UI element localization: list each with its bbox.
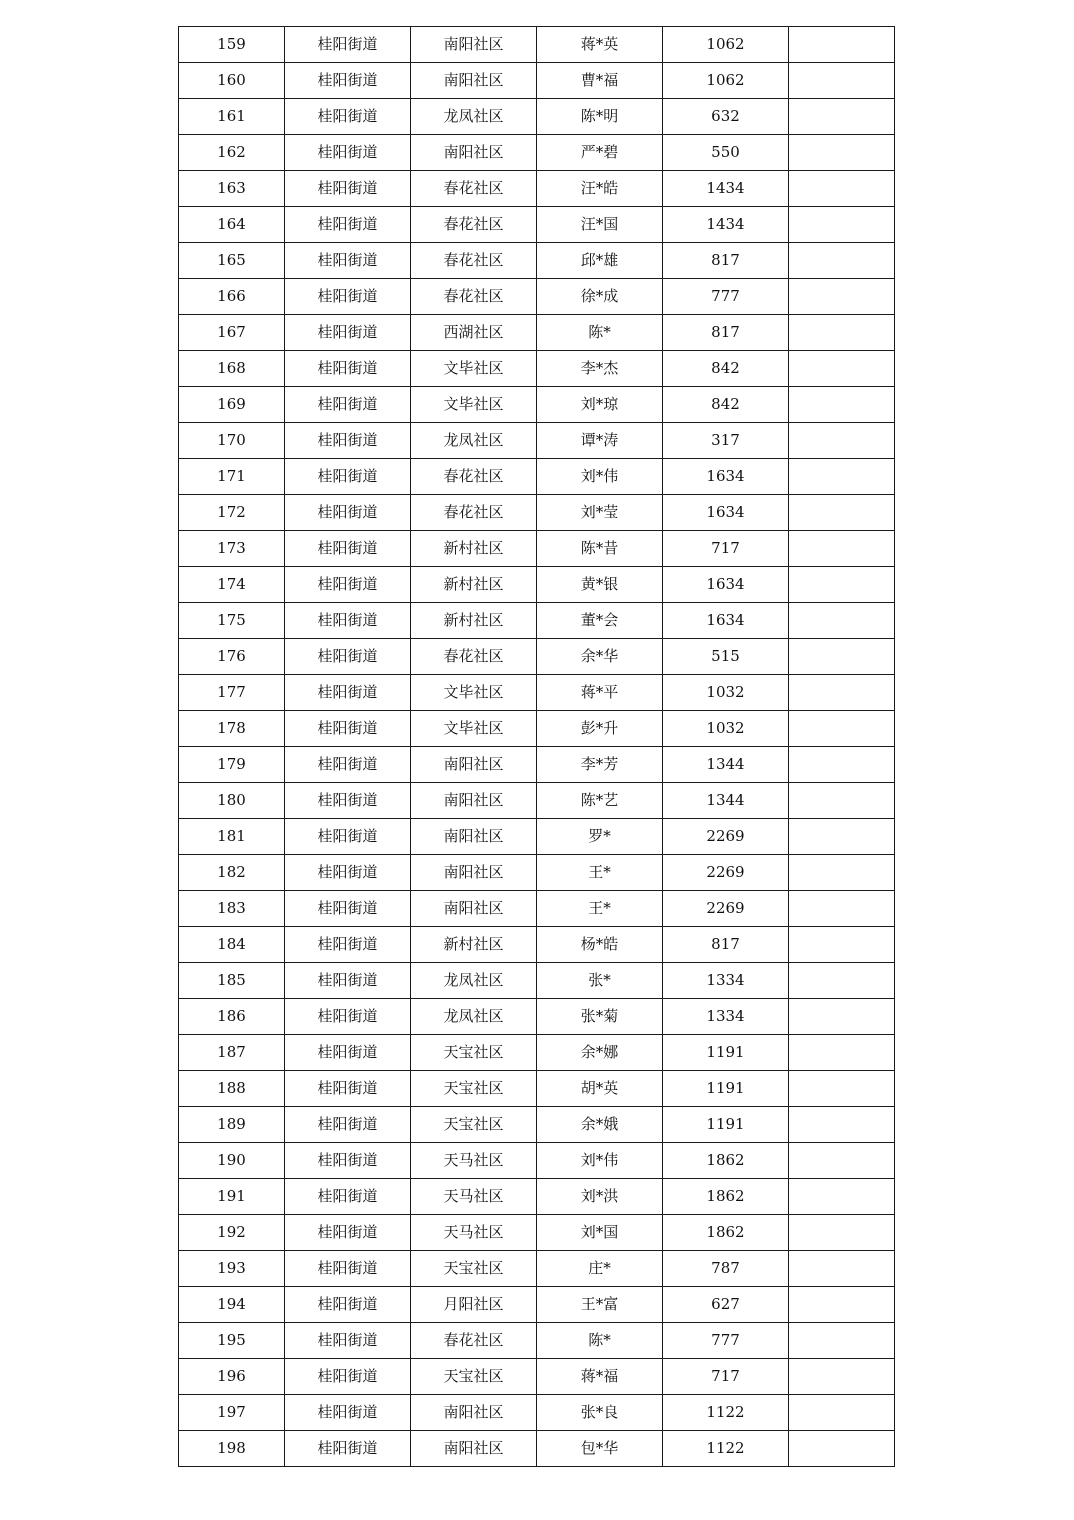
community-cell: 天宝社区 xyxy=(411,1071,537,1107)
community-cell: 龙凤社区 xyxy=(411,963,537,999)
street-cell: 桂阳街道 xyxy=(285,567,411,603)
street-cell: 桂阳街道 xyxy=(285,999,411,1035)
amount-cell: 1191 xyxy=(663,1071,789,1107)
amount-cell: 1334 xyxy=(663,963,789,999)
note-cell xyxy=(789,315,895,351)
name-cell: 李*杰 xyxy=(537,351,663,387)
table-row xyxy=(179,1107,895,1143)
name-cell: 张* xyxy=(537,963,663,999)
table-row xyxy=(179,99,895,135)
amount-cell: 717 xyxy=(663,531,789,567)
street-cell: 桂阳街道 xyxy=(285,423,411,459)
table-row xyxy=(179,567,895,603)
note-cell xyxy=(789,1395,895,1431)
community-cell: 龙凤社区 xyxy=(411,99,537,135)
note-cell xyxy=(789,243,895,279)
street-cell: 桂阳街道 xyxy=(285,387,411,423)
table-row xyxy=(179,1215,895,1251)
document-table-container xyxy=(178,26,895,1467)
table-row xyxy=(179,27,895,63)
row-number-cell: 181 xyxy=(179,819,285,855)
community-cell: 南阳社区 xyxy=(411,1431,537,1467)
street-cell: 桂阳街道 xyxy=(285,1035,411,1071)
street-cell: 桂阳街道 xyxy=(285,1431,411,1467)
community-cell: 新村社区 xyxy=(411,927,537,963)
note-cell xyxy=(789,711,895,747)
table-row xyxy=(179,1071,895,1107)
note-cell xyxy=(789,99,895,135)
amount-cell: 777 xyxy=(663,279,789,315)
community-cell: 天马社区 xyxy=(411,1179,537,1215)
community-cell: 文毕社区 xyxy=(411,711,537,747)
note-cell xyxy=(789,639,895,675)
amount-cell: 2269 xyxy=(663,819,789,855)
row-number-cell: 174 xyxy=(179,567,285,603)
amount-cell: 1634 xyxy=(663,567,789,603)
amount-cell: 1634 xyxy=(663,459,789,495)
table-row xyxy=(179,207,895,243)
row-number-cell: 192 xyxy=(179,1215,285,1251)
amount-cell: 515 xyxy=(663,639,789,675)
community-cell: 春花社区 xyxy=(411,1323,537,1359)
name-cell: 刘*莹 xyxy=(537,495,663,531)
community-cell: 文毕社区 xyxy=(411,351,537,387)
table-row xyxy=(179,639,895,675)
note-cell xyxy=(789,1143,895,1179)
amount-cell: 1634 xyxy=(663,495,789,531)
row-number-cell: 196 xyxy=(179,1359,285,1395)
street-cell: 桂阳街道 xyxy=(285,603,411,639)
row-number-cell: 180 xyxy=(179,783,285,819)
table-row xyxy=(179,603,895,639)
community-cell: 天马社区 xyxy=(411,1143,537,1179)
table-row xyxy=(179,135,895,171)
table-row xyxy=(179,711,895,747)
row-number-cell: 193 xyxy=(179,1251,285,1287)
amount-cell: 817 xyxy=(663,315,789,351)
table-row xyxy=(179,1359,895,1395)
table-row xyxy=(179,279,895,315)
name-cell: 刘*洪 xyxy=(537,1179,663,1215)
name-cell: 严*碧 xyxy=(537,135,663,171)
table-row xyxy=(179,891,895,927)
amount-cell: 1032 xyxy=(663,675,789,711)
amount-cell: 717 xyxy=(663,1359,789,1395)
street-cell: 桂阳街道 xyxy=(285,855,411,891)
street-cell: 桂阳街道 xyxy=(285,819,411,855)
street-cell: 桂阳街道 xyxy=(285,315,411,351)
note-cell xyxy=(789,423,895,459)
name-cell: 黄*银 xyxy=(537,567,663,603)
row-number-cell: 178 xyxy=(179,711,285,747)
note-cell xyxy=(789,819,895,855)
street-cell: 桂阳街道 xyxy=(285,783,411,819)
subsidy-list-table xyxy=(178,26,895,1467)
street-cell: 桂阳街道 xyxy=(285,531,411,567)
table-row xyxy=(179,675,895,711)
community-cell: 南阳社区 xyxy=(411,783,537,819)
row-number-cell: 166 xyxy=(179,279,285,315)
name-cell: 邱*雄 xyxy=(537,243,663,279)
row-number-cell: 161 xyxy=(179,99,285,135)
amount-cell: 627 xyxy=(663,1287,789,1323)
community-cell: 天宝社区 xyxy=(411,1359,537,1395)
table-row xyxy=(179,315,895,351)
name-cell: 董*会 xyxy=(537,603,663,639)
amount-cell: 632 xyxy=(663,99,789,135)
name-cell: 余*华 xyxy=(537,639,663,675)
street-cell: 桂阳街道 xyxy=(285,1251,411,1287)
name-cell: 谭*涛 xyxy=(537,423,663,459)
name-cell: 蒋*福 xyxy=(537,1359,663,1395)
table-row xyxy=(179,1287,895,1323)
name-cell: 王* xyxy=(537,891,663,927)
street-cell: 桂阳街道 xyxy=(285,1323,411,1359)
table-row xyxy=(179,1431,895,1467)
name-cell: 刘*伟 xyxy=(537,1143,663,1179)
community-cell: 春花社区 xyxy=(411,171,537,207)
row-number-cell: 179 xyxy=(179,747,285,783)
table-row xyxy=(179,423,895,459)
street-cell: 桂阳街道 xyxy=(285,711,411,747)
note-cell xyxy=(789,27,895,63)
name-cell: 刘*琼 xyxy=(537,387,663,423)
note-cell xyxy=(789,387,895,423)
street-cell: 桂阳街道 xyxy=(285,27,411,63)
row-number-cell: 187 xyxy=(179,1035,285,1071)
amount-cell: 1434 xyxy=(663,207,789,243)
community-cell: 天马社区 xyxy=(411,1215,537,1251)
row-number-cell: 168 xyxy=(179,351,285,387)
row-number-cell: 162 xyxy=(179,135,285,171)
note-cell xyxy=(789,1359,895,1395)
name-cell: 刘*国 xyxy=(537,1215,663,1251)
amount-cell: 1862 xyxy=(663,1143,789,1179)
row-number-cell: 160 xyxy=(179,63,285,99)
street-cell: 桂阳街道 xyxy=(285,1179,411,1215)
row-number-cell: 172 xyxy=(179,495,285,531)
name-cell: 王*富 xyxy=(537,1287,663,1323)
note-cell xyxy=(789,1287,895,1323)
street-cell: 桂阳街道 xyxy=(285,1359,411,1395)
table-row xyxy=(179,1143,895,1179)
note-cell xyxy=(789,747,895,783)
community-cell: 南阳社区 xyxy=(411,747,537,783)
row-number-cell: 195 xyxy=(179,1323,285,1359)
name-cell: 徐*成 xyxy=(537,279,663,315)
amount-cell: 817 xyxy=(663,243,789,279)
row-number-cell: 184 xyxy=(179,927,285,963)
amount-cell: 1344 xyxy=(663,783,789,819)
row-number-cell: 197 xyxy=(179,1395,285,1431)
note-cell xyxy=(789,891,895,927)
amount-cell: 787 xyxy=(663,1251,789,1287)
street-cell: 桂阳街道 xyxy=(285,1395,411,1431)
street-cell: 桂阳街道 xyxy=(285,171,411,207)
row-number-cell: 163 xyxy=(179,171,285,207)
amount-cell: 317 xyxy=(663,423,789,459)
note-cell xyxy=(789,1215,895,1251)
table-row xyxy=(179,999,895,1035)
row-number-cell: 182 xyxy=(179,855,285,891)
row-number-cell: 176 xyxy=(179,639,285,675)
amount-cell: 1032 xyxy=(663,711,789,747)
row-number-cell: 171 xyxy=(179,459,285,495)
amount-cell: 777 xyxy=(663,1323,789,1359)
table-row xyxy=(179,495,895,531)
note-cell xyxy=(789,1431,895,1467)
street-cell: 桂阳街道 xyxy=(285,1215,411,1251)
community-cell: 天宝社区 xyxy=(411,1107,537,1143)
table-row xyxy=(179,531,895,567)
name-cell: 庄* xyxy=(537,1251,663,1287)
amount-cell: 842 xyxy=(663,351,789,387)
community-cell: 春花社区 xyxy=(411,243,537,279)
name-cell: 陈*昔 xyxy=(537,531,663,567)
amount-cell: 1344 xyxy=(663,747,789,783)
note-cell xyxy=(789,927,895,963)
row-number-cell: 173 xyxy=(179,531,285,567)
name-cell: 包*华 xyxy=(537,1431,663,1467)
community-cell: 南阳社区 xyxy=(411,819,537,855)
community-cell: 南阳社区 xyxy=(411,855,537,891)
name-cell: 罗* xyxy=(537,819,663,855)
note-cell xyxy=(789,783,895,819)
street-cell: 桂阳街道 xyxy=(285,891,411,927)
note-cell xyxy=(789,1323,895,1359)
street-cell: 桂阳街道 xyxy=(285,675,411,711)
amount-cell: 1122 xyxy=(663,1395,789,1431)
amount-cell: 1122 xyxy=(663,1431,789,1467)
row-number-cell: 170 xyxy=(179,423,285,459)
name-cell: 汪*国 xyxy=(537,207,663,243)
row-number-cell: 175 xyxy=(179,603,285,639)
street-cell: 桂阳街道 xyxy=(285,1071,411,1107)
community-cell: 文毕社区 xyxy=(411,387,537,423)
row-number-cell: 188 xyxy=(179,1071,285,1107)
table-row xyxy=(179,387,895,423)
community-cell: 春花社区 xyxy=(411,459,537,495)
note-cell xyxy=(789,603,895,639)
name-cell: 余*娥 xyxy=(537,1107,663,1143)
street-cell: 桂阳街道 xyxy=(285,63,411,99)
community-cell: 春花社区 xyxy=(411,639,537,675)
row-number-cell: 189 xyxy=(179,1107,285,1143)
street-cell: 桂阳街道 xyxy=(285,639,411,675)
street-cell: 桂阳街道 xyxy=(285,207,411,243)
note-cell xyxy=(789,1107,895,1143)
table-row xyxy=(179,171,895,207)
amount-cell: 1862 xyxy=(663,1215,789,1251)
street-cell: 桂阳街道 xyxy=(285,135,411,171)
amount-cell: 550 xyxy=(663,135,789,171)
amount-cell: 1334 xyxy=(663,999,789,1035)
table-body xyxy=(179,27,895,1467)
note-cell xyxy=(789,495,895,531)
table-row xyxy=(179,1395,895,1431)
name-cell: 余*娜 xyxy=(537,1035,663,1071)
table-row xyxy=(179,1179,895,1215)
note-cell xyxy=(789,1179,895,1215)
amount-cell: 1191 xyxy=(663,1107,789,1143)
name-cell: 陈* xyxy=(537,315,663,351)
street-cell: 桂阳街道 xyxy=(285,495,411,531)
community-cell: 南阳社区 xyxy=(411,63,537,99)
note-cell xyxy=(789,531,895,567)
row-number-cell: 191 xyxy=(179,1179,285,1215)
table-row xyxy=(179,63,895,99)
amount-cell: 1634 xyxy=(663,603,789,639)
note-cell xyxy=(789,207,895,243)
note-cell xyxy=(789,171,895,207)
row-number-cell: 194 xyxy=(179,1287,285,1323)
table-row xyxy=(179,1323,895,1359)
table-row xyxy=(179,747,895,783)
note-cell xyxy=(789,63,895,99)
street-cell: 桂阳街道 xyxy=(285,459,411,495)
note-cell xyxy=(789,999,895,1035)
row-number-cell: 190 xyxy=(179,1143,285,1179)
community-cell: 春花社区 xyxy=(411,495,537,531)
name-cell: 汪*皓 xyxy=(537,171,663,207)
name-cell: 刘*伟 xyxy=(537,459,663,495)
community-cell: 天宝社区 xyxy=(411,1251,537,1287)
street-cell: 桂阳街道 xyxy=(285,99,411,135)
amount-cell: 817 xyxy=(663,927,789,963)
row-number-cell: 183 xyxy=(179,891,285,927)
name-cell: 陈* xyxy=(537,1323,663,1359)
row-number-cell: 167 xyxy=(179,315,285,351)
community-cell: 月阳社区 xyxy=(411,1287,537,1323)
row-number-cell: 164 xyxy=(179,207,285,243)
community-cell: 龙凤社区 xyxy=(411,999,537,1035)
note-cell xyxy=(789,675,895,711)
name-cell: 陈*艺 xyxy=(537,783,663,819)
row-number-cell: 159 xyxy=(179,27,285,63)
table-row xyxy=(179,243,895,279)
row-number-cell: 185 xyxy=(179,963,285,999)
community-cell: 南阳社区 xyxy=(411,27,537,63)
name-cell: 曹*福 xyxy=(537,63,663,99)
note-cell xyxy=(789,963,895,999)
table-row xyxy=(179,1035,895,1071)
amount-cell: 842 xyxy=(663,387,789,423)
community-cell: 新村社区 xyxy=(411,603,537,639)
table-row xyxy=(179,855,895,891)
note-cell xyxy=(789,567,895,603)
street-cell: 桂阳街道 xyxy=(285,351,411,387)
name-cell: 胡*英 xyxy=(537,1071,663,1107)
amount-cell: 1862 xyxy=(663,1179,789,1215)
name-cell: 陈*明 xyxy=(537,99,663,135)
note-cell xyxy=(789,1251,895,1287)
community-cell: 南阳社区 xyxy=(411,135,537,171)
amount-cell: 2269 xyxy=(663,891,789,927)
amount-cell: 2269 xyxy=(663,855,789,891)
note-cell xyxy=(789,1071,895,1107)
row-number-cell: 177 xyxy=(179,675,285,711)
row-number-cell: 186 xyxy=(179,999,285,1035)
amount-cell: 1434 xyxy=(663,171,789,207)
note-cell xyxy=(789,351,895,387)
row-number-cell: 169 xyxy=(179,387,285,423)
table-row xyxy=(179,459,895,495)
community-cell: 龙凤社区 xyxy=(411,423,537,459)
community-cell: 文毕社区 xyxy=(411,675,537,711)
name-cell: 蒋*平 xyxy=(537,675,663,711)
street-cell: 桂阳街道 xyxy=(285,1287,411,1323)
row-number-cell: 165 xyxy=(179,243,285,279)
amount-cell: 1062 xyxy=(663,27,789,63)
table-row xyxy=(179,1251,895,1287)
note-cell xyxy=(789,1035,895,1071)
note-cell xyxy=(789,855,895,891)
community-cell: 南阳社区 xyxy=(411,1395,537,1431)
street-cell: 桂阳街道 xyxy=(285,243,411,279)
name-cell: 彭*升 xyxy=(537,711,663,747)
street-cell: 桂阳街道 xyxy=(285,1143,411,1179)
community-cell: 春花社区 xyxy=(411,207,537,243)
note-cell xyxy=(789,279,895,315)
table-row xyxy=(179,351,895,387)
amount-cell: 1191 xyxy=(663,1035,789,1071)
name-cell: 王* xyxy=(537,855,663,891)
community-cell: 南阳社区 xyxy=(411,891,537,927)
table-row xyxy=(179,819,895,855)
note-cell xyxy=(789,135,895,171)
note-cell xyxy=(789,459,895,495)
street-cell: 桂阳街道 xyxy=(285,927,411,963)
row-number-cell: 198 xyxy=(179,1431,285,1467)
street-cell: 桂阳街道 xyxy=(285,1107,411,1143)
name-cell: 杨*皓 xyxy=(537,927,663,963)
table-row xyxy=(179,927,895,963)
community-cell: 新村社区 xyxy=(411,531,537,567)
community-cell: 西湖社区 xyxy=(411,315,537,351)
amount-cell: 1062 xyxy=(663,63,789,99)
name-cell: 李*芳 xyxy=(537,747,663,783)
street-cell: 桂阳街道 xyxy=(285,963,411,999)
name-cell: 张*良 xyxy=(537,1395,663,1431)
table-row xyxy=(179,963,895,999)
community-cell: 新村社区 xyxy=(411,567,537,603)
street-cell: 桂阳街道 xyxy=(285,279,411,315)
name-cell: 蒋*英 xyxy=(537,27,663,63)
street-cell: 桂阳街道 xyxy=(285,747,411,783)
table-row xyxy=(179,783,895,819)
community-cell: 天宝社区 xyxy=(411,1035,537,1071)
community-cell: 春花社区 xyxy=(411,279,537,315)
name-cell: 张*菊 xyxy=(537,999,663,1035)
